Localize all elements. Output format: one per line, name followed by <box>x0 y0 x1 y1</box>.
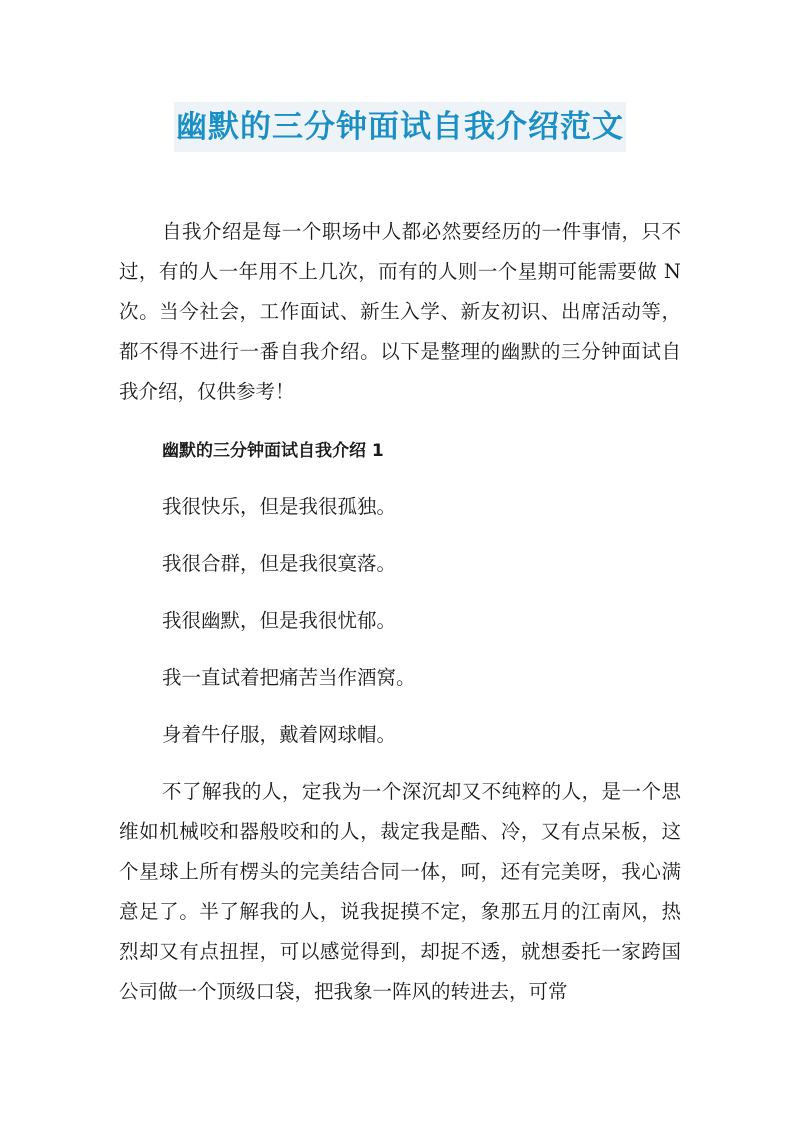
verse-line: 我一直试着把痛苦当作酒窝。 <box>162 666 416 689</box>
verse-line: 我很快乐，但是我很孤独。 <box>162 495 397 518</box>
title-wrap <box>0 102 800 152</box>
intro-paragraph: 自我介绍是每一个职场中人都必然要经历的一件事情，只不过，有的人一年用不上几次，而有的人则一个星期可能需要做 N 次。当今社会，工作面试、新生入学、新友初识、出席活动等，都不得不进行一番自我介绍。以下是整理的幽默的三分钟面试自我介绍，仅供参考！ <box>119 220 681 403</box>
document-body <box>119 212 681 1012</box>
document-title: 幽默的三分钟面试自我介绍范文 <box>174 102 626 152</box>
verse-line: 身着牛仔服，戴着网球帽。 <box>162 723 397 746</box>
section-heading: 幽默的三分钟面试自我介绍 1 <box>162 441 384 461</box>
body-paragraph: 不了解我的人，定我为一个深沉却又不纯粹的人，是一个思维如机械咬和器般咬和的人，裁定我是酷、冷，又有点呆板，这个星球上所有楞头的完美结合同一体，呵，还有完美呀，我心满意足了。半了解我的人，说我捉摸不定，象那五月的江南风，热烈却又有点扭捏，可以感觉得到，却捉不透，就想委托一家跨国公司做一个顶级口袋，把我象一阵风的转进去，可常 <box>119 780 681 1003</box>
verse-line: 我很合群，但是我很寞落。 <box>162 552 397 575</box>
verse-line: 我很幽默，但是我很忧郁。 <box>162 609 397 632</box>
